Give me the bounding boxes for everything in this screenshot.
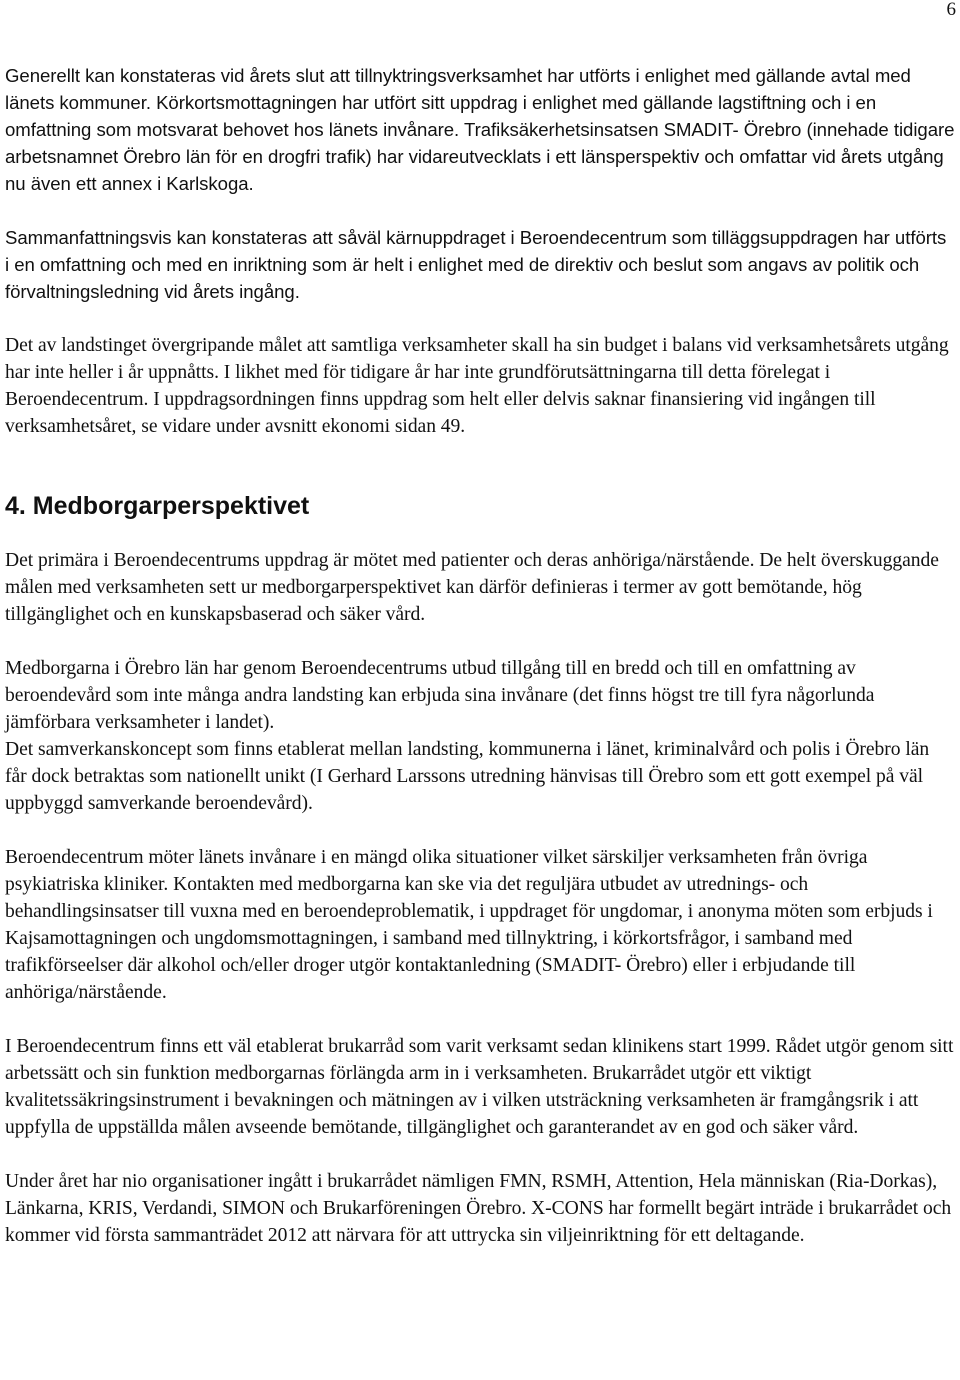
page-number: 6	[946, 0, 956, 20]
paragraph-tillnyktring-text: Generellt kan konstateras vid årets slut att tillnyktringsverksamhet har utförts i enlighet med gällande avtal med länets kommuner. Körkortsmottagningen har utfört sitt uppdrag i enlighet med gällande lagstiftning och i en omfattning som motsvarat behovet hos länets invånare.	[5, 65, 911, 140]
paragraph-organisationer: Under året har nio organisationer ingått i brukarrådet nämligen FMN, RSMH, Attention, Hela människan (Ria-Dorkas), Länkarna, KRIS, Verdandi, SIMON och Brukarföreningen Örebro. X-CONS har formellt begärt inträde i brukarrådet och kommer vid första sammanträdet 2012 att närvara för att uttrycka sin viljeinriktning för ett deltagande.	[5, 1171, 952, 1246]
paragraph-sammanfattning: Sammanfattningsvis kan konstateras att såväl kärnuppdraget i Beroendecentrum som tilläggsuppdragen har utförts i en omfattning och med en inriktning som är helt i enlighet med de direktiv och beslut som angavs av politik och förvaltningsledning vid årets ingång.	[5, 227, 947, 302]
paragraph-situationer: Beroendecentrum möter länets invånare i en mängd olika situationer vilket särskiljer verksamheten från övriga psykiatriska kliniker. Kontakten med medborgarna kan ske via det reguljära utbudet av utrednings- och behandlingsinsatser till vuxna med en beroendeproblematik, i uppdraget för ungdomar, i anonyma möten som erbjuds i Kajsamottagningen och ungdomsmottagningen, i samband med tillnyktring, i körkortsfrågor, i samband med trafikförseelser där alkohol och/eller droger utgör kontaktanledning (SMADIT- Örebro) eller i erbjudande till anhöriga/närstående.	[5, 847, 933, 1003]
paragraph-medborgarna: Medborgarna i Örebro län har genom Beroendecentrums utbud tillgång till en bredd och till en omfattning av beroendevård som inte många andra landsting kan erbjuda sina invånare (det finns högst tre till fyra någorlunda jämförbara verksamheter i landet).	[5, 658, 875, 733]
paragraph-samverkanskoncept: Det samverkanskoncept som finns etablerat mellan landsting, kommunerna i länet, kriminalvård och polis i Örebro län får dock betraktas som nationellt unikt (I Gerhard Larssons utredning hänvisas till Örebro som ett gott exempel på väl uppbyggd samverkande beroendevård).	[5, 739, 930, 814]
paragraph-primara-uppdrag: Det primära i Beroendecentrums uppdrag är mötet med patienter och deras anhöriga/närstående. De helt överskuggande målen med verksamheten sett ur medborgarperspektivet kan därför definieras i termer av gott bemötande, hög tillgänglighet och en kunskapsbaserad och säker vård.	[5, 550, 939, 625]
paragraph-budget: Det av landstinget övergripande målet att samtliga verksamheter skall ha sin budget i balans vid verksamhetsårets utgång har inte heller i år uppnåtts. I likhet med för tidigare år har inte grundförutsättningarna till detta förelegat i Beroendecentrum. I uppdragsordningen finns uppdrag som helt eller delvis saknar finansiering vid ingången till verksamhetsåret, se vidare under avsnitt ekonomi sidan 49.	[5, 335, 949, 437]
paragraph-tillnyktring	[5, 62, 955, 197]
document-body	[5, 62, 955, 1249]
paragraph-brukarrad: I Beroendecentrum finns ett väl etablerat brukarråd som varit verksamt sedan klinikens start 1999. Rådet utgör genom sitt arbetssätt och sin funktion medborgarnas förlängda arm in i verksamheten. Brukarrådet utgör ett viktigt kvalitetssäkringsinstrument i bevakningen och mätningen av i vilken utsträckning verksamheten är framgångsrik i att uppfylla de uppställda målen avseende bemötande, tillgänglighet och garanterandet av en god och säker vård.	[5, 1036, 954, 1138]
paragraph-smadit-text: Trafiksäkerhetsinsatsen SMADIT- Örebro (innehade tidigare arbetsnamnet Örebro län för en drogfri trafik) har vidareutvecklats i ett länsperspektiv och omfattar vid årets utgång nu även ett annex i Karlskoga.	[5, 119, 955, 194]
section-heading-medborgarperspektivet: 4. Medborgarperspektivet	[5, 492, 310, 520]
